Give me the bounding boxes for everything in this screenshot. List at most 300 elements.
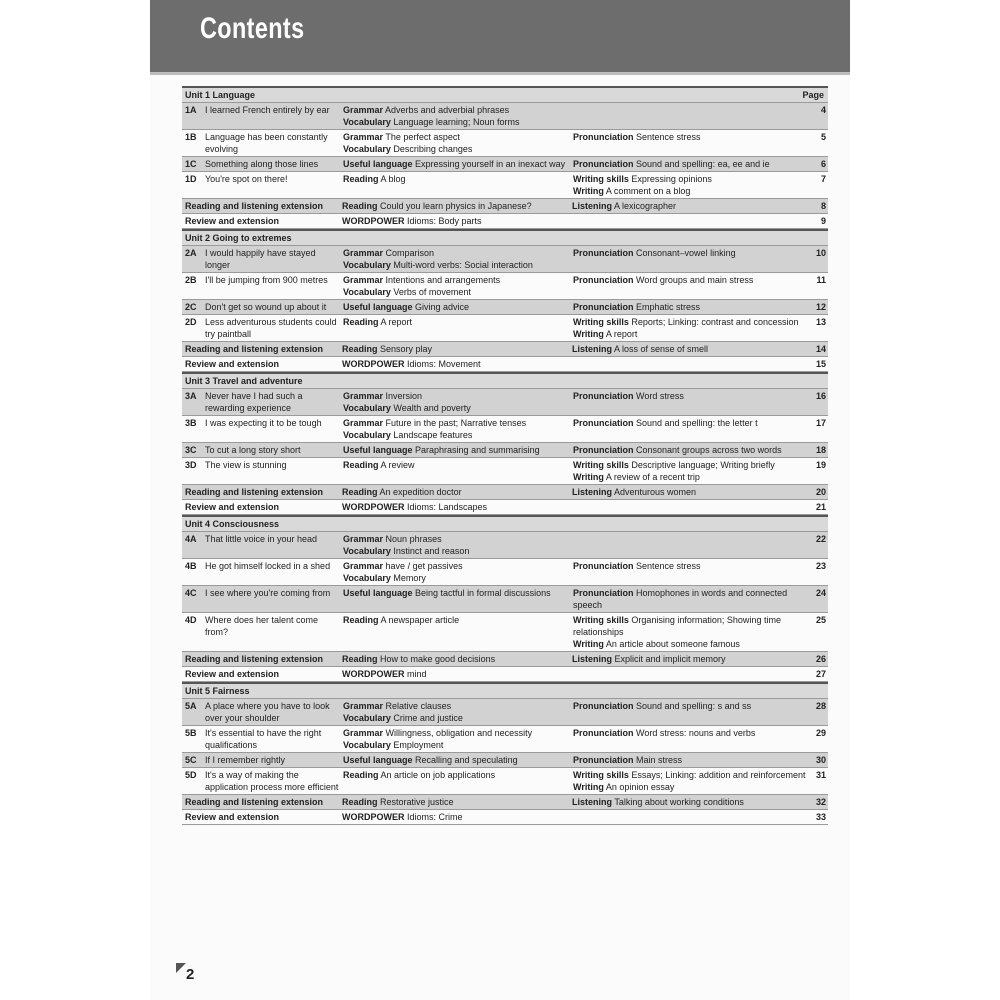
language-focus-cell [343, 754, 573, 766]
focus-label: Grammar [343, 105, 384, 115]
skill-line [573, 459, 807, 471]
skills-cell [572, 668, 806, 680]
page-column-header: Page [802, 90, 824, 100]
lesson-title: Language has been constantly evolving [205, 132, 328, 154]
page-ref: 18 [815, 445, 826, 455]
focus-value: Future in the past; Narrative tenses [385, 418, 527, 428]
focus-value: Willingness, obligation and necessity [385, 728, 533, 738]
lesson-title: I was expecting it to be tough [205, 418, 322, 428]
skill-line [573, 560, 807, 572]
section-title: Review and extension [185, 502, 280, 512]
skills-cell [572, 358, 806, 370]
language-focus-cell [343, 614, 573, 650]
skill-value: Organising information; Showing time relationships [573, 615, 781, 637]
skill-label: Pronunciation [573, 701, 634, 711]
focus-line [343, 131, 573, 143]
language-focus-cell [343, 173, 573, 197]
skills-cell [573, 158, 807, 170]
focus-line [343, 286, 573, 298]
focus-value: Being tactful in formal discussions [415, 588, 551, 598]
skill-line [573, 158, 807, 170]
skill-value: Consonant groups across two words [636, 445, 782, 455]
skill-value: A review of a recent trip [605, 472, 700, 482]
skill-value: A comment on a blog [605, 186, 691, 196]
skill-value: Word stress: nouns and verbs [636, 728, 756, 738]
focus-value: Relative clauses [385, 701, 452, 711]
focus-line [342, 668, 572, 680]
focus-line [343, 560, 573, 572]
skill-label: Writing skills [573, 770, 629, 780]
focus-label: Vocabulary [343, 740, 391, 750]
page-number: 2 [186, 966, 195, 983]
skills-cell [573, 560, 807, 584]
page-ref: 27 [815, 669, 826, 679]
skill-label: Listening [572, 487, 612, 497]
focus-line [343, 116, 573, 128]
language-focus-cell [343, 587, 573, 611]
skill-line [573, 471, 807, 483]
skills-cell [573, 587, 807, 611]
skills-cell [573, 247, 807, 271]
skills-cell [572, 653, 806, 665]
page-ref: 26 [815, 654, 826, 664]
focus-value: Idioms: Crime [407, 812, 463, 822]
skill-line [573, 328, 807, 340]
page-ref: 13 [815, 317, 826, 327]
contents-table [182, 86, 828, 825]
lesson-code: 4C [185, 588, 197, 598]
skill-label: Writing [573, 472, 604, 482]
skill-value: Descriptive language; Writing briefly [631, 460, 775, 470]
skill-value: Word stress [636, 391, 684, 401]
lesson-row [182, 416, 828, 443]
skill-line [573, 247, 807, 259]
focus-line [343, 712, 573, 724]
focus-line [343, 417, 573, 429]
skill-value: Sentence stress [636, 561, 701, 571]
focus-line [343, 247, 573, 259]
skill-label: Writing [573, 639, 604, 649]
focus-line [343, 316, 573, 328]
lesson-title: Don't get so wound up about it [205, 302, 327, 312]
focus-line [342, 358, 572, 370]
skill-label: Pronunciation [573, 275, 634, 285]
skill-value: Word groups and main stress [636, 275, 754, 285]
unit-title: Unit 4 Consciousness [185, 519, 280, 529]
skills-cell [573, 417, 807, 441]
lesson-row [182, 532, 828, 559]
lesson-code: 2B [185, 275, 197, 285]
unit-title: Unit 3 Travel and adventure [185, 376, 303, 386]
skill-value: Consonant–vowel linking [636, 248, 736, 258]
page-ref: 16 [815, 391, 826, 401]
focus-line [343, 158, 573, 170]
focus-value: Idioms: Body parts [407, 216, 482, 226]
lesson-code: 3A [185, 391, 197, 401]
page-ref: 12 [815, 302, 826, 312]
page-ref: 15 [815, 359, 826, 369]
focus-label: Grammar [343, 248, 384, 258]
focus-value: Expressing yourself in an inexact way [415, 159, 566, 169]
section-title: Review and extension [185, 216, 280, 226]
language-focus-cell [342, 796, 572, 808]
skill-line [572, 486, 806, 498]
skills-cell [573, 769, 807, 793]
lesson-row [182, 342, 828, 357]
skill-label: Writing [573, 782, 604, 792]
skills-cell [573, 614, 807, 650]
lesson-title: Never have I had such a rewarding experience [205, 391, 303, 413]
focus-label: Grammar [343, 534, 384, 544]
focus-line [343, 533, 573, 545]
language-focus-cell [343, 700, 573, 724]
focus-value: Could you learn physics in Japanese? [380, 201, 532, 211]
lesson-title: I see where you're coming from [205, 588, 331, 598]
lesson-title: You're spot on there! [205, 174, 288, 184]
lesson-title: To cut a long story short [205, 445, 301, 455]
focus-line [342, 501, 572, 513]
lesson-title: It's essential to have the right qualifications [205, 728, 322, 750]
page-ref: 22 [815, 534, 826, 544]
lesson-code: 3B [185, 418, 197, 428]
focus-line [342, 200, 572, 212]
page-ref: 28 [815, 701, 826, 711]
page-ref: 4 [820, 105, 826, 115]
focus-line [343, 301, 573, 313]
lesson-code: 2D [185, 317, 197, 327]
focus-value: Wealth and poverty [393, 403, 471, 413]
skill-value: Emphatic stress [636, 302, 701, 312]
language-focus-cell [342, 358, 572, 370]
lesson-code: 3D [185, 460, 197, 470]
language-focus-cell [343, 417, 573, 441]
focus-line [343, 429, 573, 441]
focus-label: Reading [343, 460, 379, 470]
skill-label: Listening [572, 201, 612, 211]
language-focus-cell [342, 486, 572, 498]
skill-label: Writing skills [573, 174, 629, 184]
skill-line [573, 417, 807, 429]
lesson-row [182, 300, 828, 315]
skill-line [573, 754, 807, 766]
skills-cell [573, 700, 807, 724]
focus-line [343, 700, 573, 712]
skill-line [573, 781, 807, 793]
focus-line [343, 143, 573, 155]
focus-label: WORDPOWER [342, 669, 405, 679]
language-focus-cell [342, 653, 572, 665]
focus-line [343, 173, 573, 185]
focus-value: Giving advice [415, 302, 470, 312]
skill-value: Adventurous women [614, 487, 697, 497]
focus-label: Vocabulary [343, 546, 391, 556]
lesson-code: 4A [185, 534, 197, 544]
page-ref: 11 [816, 275, 826, 285]
focus-line [342, 653, 572, 665]
skills-cell [573, 390, 807, 414]
lesson-code: 4B [185, 561, 197, 571]
focus-value: Multi-word verbs: Social interaction [393, 260, 533, 270]
focus-label: Vocabulary [343, 403, 391, 413]
focus-value: How to make good decisions [380, 654, 496, 664]
lesson-code: 5D [185, 770, 197, 780]
skill-label: Pronunciation [573, 561, 634, 571]
skill-label: Writing skills [573, 460, 629, 470]
lesson-row [182, 443, 828, 458]
lesson-row [182, 500, 828, 515]
page-ref: 6 [820, 159, 826, 169]
focus-label: Grammar [343, 701, 384, 711]
skills-cell [572, 343, 806, 355]
language-focus-cell [342, 215, 572, 227]
focus-label: Reading [342, 344, 378, 354]
focus-value: mind [407, 669, 427, 679]
lesson-row [182, 586, 828, 613]
section-title: Review and extension [185, 359, 280, 369]
page-ref: 19 [815, 460, 826, 470]
focus-value: Language learning; Noun forms [393, 117, 520, 127]
focus-label: Vocabulary [343, 573, 391, 583]
skills-cell [573, 173, 807, 197]
focus-line [343, 402, 573, 414]
lesson-row [182, 753, 828, 768]
language-focus-cell [343, 131, 573, 155]
focus-line [343, 274, 573, 286]
page-ref: 8 [820, 201, 826, 211]
unit-header-row [182, 372, 828, 389]
focus-value: Instinct and reason [393, 546, 470, 556]
language-focus-cell [343, 301, 573, 313]
skill-label: Listening [572, 344, 612, 354]
lesson-row [182, 699, 828, 726]
skill-line [572, 200, 806, 212]
skill-label: Pronunciation [573, 588, 634, 598]
lesson-row [182, 667, 828, 682]
language-focus-cell [343, 533, 573, 557]
header-divider [150, 72, 850, 75]
skill-label: Pronunciation [573, 418, 634, 428]
skill-line [572, 653, 806, 665]
focus-label: Vocabulary [343, 287, 391, 297]
page-ref: 23 [815, 561, 826, 571]
page-ref: 17 [815, 418, 826, 428]
skills-cell [572, 486, 806, 498]
focus-line [343, 572, 573, 584]
skill-line [573, 614, 807, 638]
section-title: Reading and listening extension [185, 344, 324, 354]
page-ref: 7 [820, 174, 826, 184]
lesson-title: Where does her talent come from? [205, 615, 319, 637]
unit-header-row [182, 86, 828, 103]
skill-line [573, 185, 807, 197]
lesson-row [182, 559, 828, 586]
focus-value: A report [380, 317, 413, 327]
skills-cell [573, 727, 807, 751]
skill-label: Listening [572, 797, 612, 807]
focus-value: Inversion [385, 391, 423, 401]
skill-label: Writing [573, 186, 604, 196]
focus-label: Reading [343, 615, 379, 625]
focus-label: Grammar [343, 132, 384, 142]
page-ref: 33 [815, 812, 826, 822]
lesson-code: 1A [185, 105, 197, 115]
focus-label: Useful language [343, 159, 413, 169]
lesson-code: 1C [185, 159, 197, 169]
focus-label: Vocabulary [343, 144, 391, 154]
skill-line [573, 700, 807, 712]
language-focus-cell [343, 459, 573, 483]
language-focus-cell [342, 668, 572, 680]
focus-label: Reading [342, 487, 378, 497]
focus-label: Reading [343, 174, 379, 184]
focus-label: WORDPOWER [342, 359, 405, 369]
unit-header-row [182, 229, 828, 246]
lesson-code: 4D [185, 615, 197, 625]
skill-label: Listening [572, 654, 612, 664]
language-focus-cell [343, 316, 573, 340]
skill-value: Main stress [636, 755, 683, 765]
skill-value: Essays; Linking: addition and reinforcement [631, 770, 806, 780]
skill-value: Homophones in words and connected speech [573, 588, 788, 610]
skill-label: Pronunciation [573, 248, 634, 258]
language-focus-cell [342, 811, 572, 823]
skill-label: Writing skills [573, 615, 629, 625]
lesson-row [182, 485, 828, 500]
lesson-title: Something along those lines [205, 159, 319, 169]
focus-value: Idioms: Movement [407, 359, 481, 369]
skill-label: Pronunciation [573, 302, 634, 312]
focus-label: WORDPOWER [342, 502, 405, 512]
skill-line [573, 301, 807, 313]
focus-label: Vocabulary [343, 117, 391, 127]
skill-line [573, 587, 807, 611]
page-title: Contents [200, 12, 305, 45]
skill-value: Sound and spelling: s and ss [636, 701, 752, 711]
page-ref: 9 [820, 216, 826, 226]
lesson-title: He got himself locked in a shed [205, 561, 331, 571]
focus-line [343, 104, 573, 116]
skill-value: Sentence stress [636, 132, 701, 142]
page-corner-mark [176, 963, 186, 973]
focus-value: Adverbs and adverbial phrases [385, 105, 510, 115]
skill-line [573, 173, 807, 185]
lesson-row [182, 157, 828, 172]
skills-cell [573, 533, 807, 557]
lesson-title: I learned French entirely by ear [205, 105, 330, 115]
focus-value: A newspaper article [380, 615, 460, 625]
language-focus-cell [342, 501, 572, 513]
page-ref: 21 [815, 502, 826, 512]
focus-line [343, 769, 573, 781]
skill-line [573, 316, 807, 328]
focus-value: Recalling and speculating [415, 755, 518, 765]
focus-label: Grammar [343, 418, 384, 428]
focus-value: Landscape features [393, 430, 473, 440]
page-ref: 25 [815, 615, 826, 625]
focus-label: WORDPOWER [342, 812, 405, 822]
focus-value: The perfect aspect [385, 132, 460, 142]
section-title: Reading and listening extension [185, 654, 324, 664]
focus-value: Describing changes [393, 144, 473, 154]
lesson-row [182, 357, 828, 372]
skills-cell [572, 200, 806, 212]
page-ref: 20 [815, 487, 826, 497]
focus-line [343, 739, 573, 751]
page-ref: 14 [815, 344, 826, 354]
page-ref: 30 [815, 755, 826, 765]
section-title: Review and extension [185, 669, 280, 679]
focus-line [342, 215, 572, 227]
section-title: Reading and listening extension [185, 201, 324, 211]
focus-label: Grammar [343, 391, 384, 401]
focus-value: Comparison [385, 248, 435, 258]
lesson-code: 2A [185, 248, 197, 258]
skill-value: Sound and spelling: the letter t [636, 418, 758, 428]
focus-value: Crime and justice [393, 713, 463, 723]
section-title: Reading and listening extension [185, 487, 324, 497]
skill-value: An article about someone famous [605, 639, 740, 649]
focus-value: Verbs of movement [393, 287, 471, 297]
language-focus-cell [343, 158, 573, 170]
focus-value: Intentions and arrangements [385, 275, 501, 285]
skill-value: A lexicographer [614, 201, 677, 211]
skill-line [573, 444, 807, 456]
lesson-row [182, 214, 828, 229]
skill-label: Pronunciation [573, 445, 634, 455]
lesson-title: The view is stunning [205, 460, 287, 470]
focus-value: Sensory play [380, 344, 433, 354]
page-ref: 32 [815, 797, 826, 807]
focus-label: Grammar [343, 728, 384, 738]
focus-value: Memory [393, 573, 426, 583]
focus-value: A review [380, 460, 415, 470]
skill-value: A report [605, 329, 638, 339]
lesson-code: 1B [185, 132, 197, 142]
skill-label: Pronunciation [573, 755, 634, 765]
focus-label: Grammar [343, 561, 384, 571]
skill-label: Pronunciation [573, 132, 634, 142]
focus-line [343, 754, 573, 766]
skills-cell [573, 316, 807, 340]
focus-value: Paraphrasing and summarising [415, 445, 540, 455]
focus-line [343, 614, 573, 626]
page-ref: 29 [815, 728, 826, 738]
lesson-title: Less adventurous students could try paintball [205, 317, 337, 339]
focus-line [343, 587, 573, 599]
skills-cell [573, 104, 807, 128]
lesson-row [182, 199, 828, 214]
lesson-code: 5B [185, 728, 197, 738]
unit-title: Unit 1 Language [185, 90, 256, 100]
skill-line [573, 769, 807, 781]
section-title: Review and extension [185, 812, 280, 822]
focus-line [343, 545, 573, 557]
page-ref: 10 [815, 248, 826, 258]
focus-line [343, 459, 573, 471]
lesson-row [182, 389, 828, 416]
lesson-row [182, 795, 828, 810]
language-focus-cell [343, 104, 573, 128]
skill-line [573, 390, 807, 402]
skills-cell [572, 796, 806, 808]
skill-value: Expressing opinions [631, 174, 712, 184]
focus-label: Useful language [343, 445, 413, 455]
skills-cell [573, 274, 807, 298]
skill-line [572, 796, 806, 808]
skill-value: Talking about working conditions [614, 797, 744, 807]
skill-line [573, 638, 807, 650]
section-title: Reading and listening extension [185, 797, 324, 807]
